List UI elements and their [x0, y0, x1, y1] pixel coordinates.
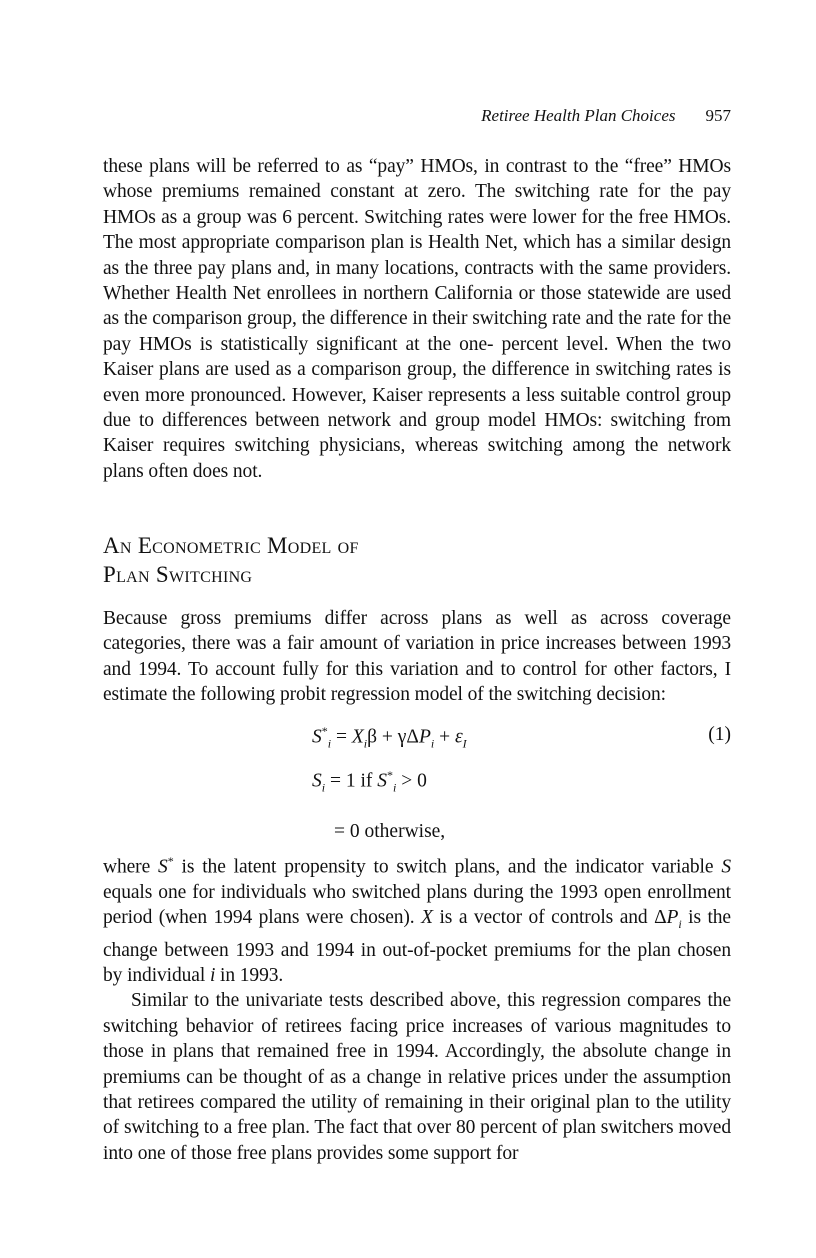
equation-1: $S^*_i = X_i\beta + \gamma\Delta P_i + \varepsilon_I$ — [312, 724, 467, 751]
paragraph: Similar to the univariate tests described above, this regression compares the switching behavior of retirees facing price increases of various magnitudes to those in plans that remained free in 1994. Accordingly, the absolute change in premiums can be thought of as a change in relative prices under the assumption that retirees compared the utility of remaining in their original plan to the utility of switching to a free plan. The fact that over 80 percent of plan switchers moved into one of those free plans provides some support for — [103, 990, 731, 1164]
equation-block — [103, 720, 731, 860]
paragraph: Because gross premiums differ across plans as well as across coverage categories, there was a fair amount of variation in price increases between 1993 and 1994. To account fully for this variation and to control for other factors, I estimate the following probit regression model of the switching decision: — [103, 608, 731, 706]
section-heading-line-1: An Econometric Model of — [103, 533, 359, 558]
body-block-2 — [103, 606, 731, 708]
page-number: 957 — [705, 106, 731, 125]
running-head-title: Retiree Health Plan Choices — [481, 106, 676, 125]
paragraph: where S* is the latent propensity to switch plans, and the indicator variable S equals one for individuals who switched plans during the 1993 open enrollment period (when 1994 plans were chosen). X is a vector of controls and $\Delta P_i$ is the change between 1993 and 1994 in out-of-pocket premiums for the plan chosen by individual i in 1993. — [103, 854, 731, 987]
equation-number: (1) — [708, 724, 731, 745]
equation-2: $S_i = 1$ if $S^*_i > 0$ — [312, 768, 427, 795]
paragraph: these plans will be referred to as “pay” HMOs, in contrast to the “free” HMOs whose premiums remained constant at zero. The switching rate for the pay HMOs as a group was 6 percent. Switching rates were lower for the free HMOs. The most appropriate comparison plan is Health Net, which has a similar design as the three pay plans and, in many locations, contracts with the same providers. Whether Health Net enrollees in northern California or those statewide are used as the comparison group, the difference in their switching rate and the rate for the pay HMOs is statistically significant at the one- percent level. When the two Kaiser plans are used as a comparison group, the difference in switching rates is even more pronounced. However, Kaiser represents a less suitable control group due to differences between network and group model HMOs: switching from Kaiser requires switching physicians, whereas switching among the network plans often does not. — [103, 156, 731, 482]
body-block-3 — [103, 849, 731, 1166]
equation-3: = 0 otherwise, — [334, 821, 446, 842]
section-heading-line-2: Plan Switching — [103, 562, 253, 587]
body-block-1 — [103, 154, 731, 484]
section-heading — [103, 531, 731, 589]
running-head — [481, 106, 731, 126]
